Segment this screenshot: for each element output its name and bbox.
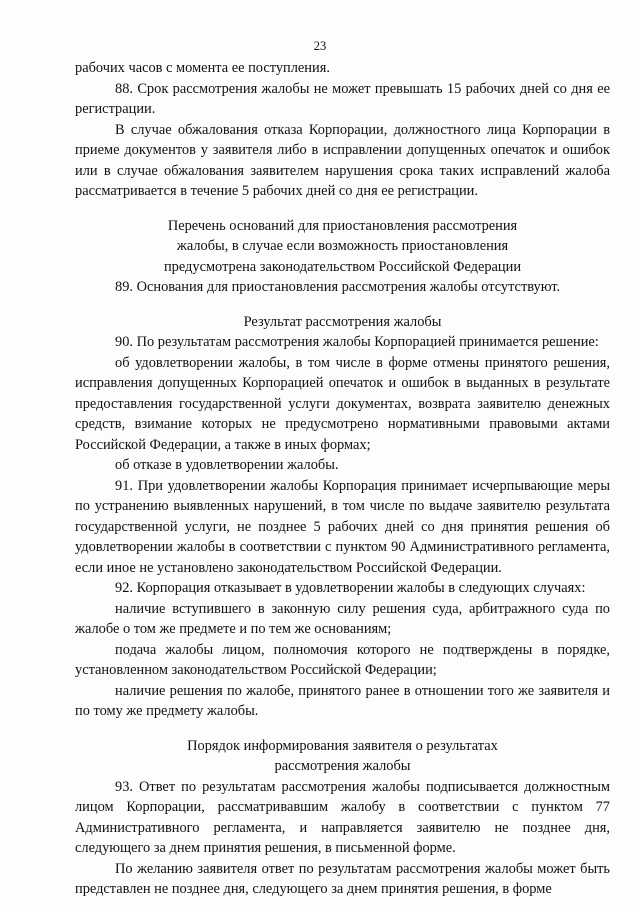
paragraph-electronic-answer: По желанию заявителя ответ по результатам рассмотрения жалобы может быть представлен не позднее дня, следующего за днем принятия решения, в форме <box>75 860 610 897</box>
heading-suspension-line-3: предусмотрена законодательством Российской Федерации <box>163 258 522 275</box>
heading-suspension-line-1: Перечень оснований для приостановления рассмотрения <box>167 217 518 234</box>
paragraph-continuation: рабочих часов с момента ее поступления. <box>75 60 330 76</box>
paragraph-satisfaction: об удовлетворении жалобы, в том числе в форме отмены принятого решения, исправления допущенных Корпорацией опечаток и ошибок в выданных в результате предоставления государственной услуги документах, возврата заявителю денежных средств, взимание которых не предусмотрено нормативными правовыми актами Российской Федерации, а также в иных формах; <box>75 354 610 453</box>
paragraph-88: 88. Срок рассмотрения жалобы не может превышать 15 рабочих дней со дня ее регистрации. <box>75 80 610 117</box>
paragraph-refusal: об отказе в удовлетворении жалобы. <box>115 457 339 473</box>
paragraph-91: 91. При удовлетворении жалобы Корпорация принимает исчерпывающие меры по устранению выявленных нарушений, в том числе по выдаче заявителю результата государственной услуги, не позднее 5 рабочих дней со дня принятия решения об удовлетворении жалобы в соответствии с пунктом 90 Административного регламента, если иное не установлено законодательством Российской Федерации. <box>75 477 610 576</box>
paragraph-93: 93. Ответ по результатам рассмотрения жалобы подписывается должностным лицом Корпорации, рассматривавшим жалобу в соответствии с пунктом 77 Административного регламента, и направляется заявителю не позднее дня, следующего за днем принятия решения, в письменной форме. <box>75 778 610 856</box>
paragraph-92: 92. Корпорация отказывает в удовлетворении жалобы в следующих случаях: <box>115 580 586 596</box>
heading-result: Результат рассмотрения жалобы <box>243 313 442 330</box>
paragraph-89: 89. Основания для приостановления рассмотрения жалобы отсутствуют. <box>115 279 561 295</box>
paragraph-unauthorized-filing: подача жалобы лицом, полномочия которого не подтверждены в порядке, установленном законодательством Российской Федерации; <box>75 641 610 678</box>
paragraph-90: 90. По результатам рассмотрения жалобы Корпорацией принимается решение: <box>115 334 599 350</box>
paragraph-court-decision: наличие вступившего в законную силу решения суда, арбитражного суда по жалобе о том же предмете и по тем же основаниям; <box>75 600 610 637</box>
paragraph-appeal-refusal: В случае обжалования отказа Корпорации, должностного лица Корпорации в приеме документов у заявителя либо в исправлении допущенных опечаток и ошибок или в случае обжалования заявителем нарушения срока таких исправлений жалоба рассматривается в течение 5 рабочих дней со дня ее регистрации. <box>75 121 610 199</box>
heading-suspension-line-2: жалобы, в случае если возможность приостановления <box>176 238 509 254</box>
document-body <box>75 58 610 900</box>
page-number: 23 <box>313 39 327 53</box>
paragraph-prior-decision: наличие решения по жалобе, принятого ранее в отношении того же заявителя и по тому же предмету жалобы. <box>75 682 610 719</box>
heading-informing-line-1: Порядок информирования заявителя о результатах <box>187 737 498 754</box>
heading-informing-line-2: рассмотрения жалобы <box>274 758 411 774</box>
